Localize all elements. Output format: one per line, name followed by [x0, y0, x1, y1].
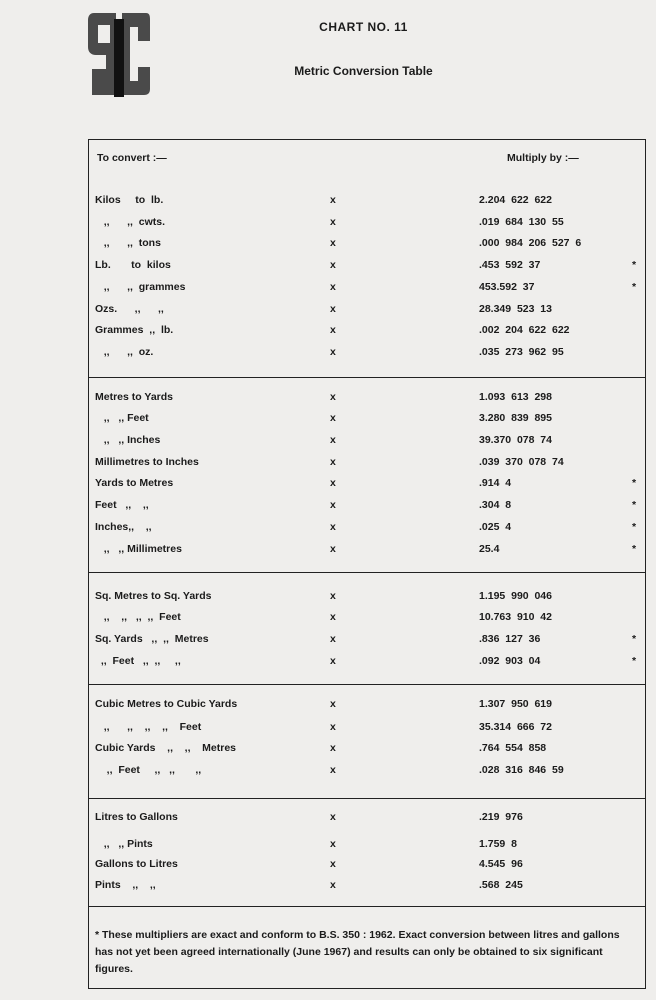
row-value: .019 684 130 55 [479, 216, 564, 228]
row-label: ,, Feet ,, ,, ,, [95, 655, 181, 667]
table-row [89, 497, 645, 513]
exact-marker: * [632, 521, 637, 533]
multiply-sign: x [330, 346, 336, 358]
multiply-sign: x [330, 879, 336, 891]
table-row [89, 257, 645, 273]
multiply-sign: x [330, 499, 336, 511]
multiply-sign: x [330, 194, 336, 206]
row-value: .764 554 858 [479, 742, 547, 754]
row-value: 28.349 523 13 [479, 303, 552, 315]
row-value: 39.370 078 74 [479, 434, 552, 446]
table-row [89, 322, 645, 338]
table-row [89, 877, 645, 893]
table-row [89, 609, 645, 625]
row-label: Sq. Yards ,, ,, Metres [95, 633, 209, 645]
multiply-sign: x [330, 281, 336, 293]
exact-marker: * [632, 477, 637, 489]
row-value: .453 592 37 [479, 259, 541, 271]
row-label: Ozs. ,, ,, [95, 303, 164, 315]
exact-marker: * [632, 281, 637, 293]
multiply-sign: x [330, 655, 336, 667]
multiply-sign: x [330, 477, 336, 489]
table-row [89, 519, 645, 535]
row-label: Litres to Gallons [95, 811, 178, 823]
row-value: .025 4 [479, 521, 512, 533]
row-value: 2.204 622 622 [479, 194, 552, 206]
row-label: ,, ,, Millimetres [95, 543, 182, 555]
table-row [89, 588, 645, 604]
row-label: Yards to Metres [95, 477, 174, 489]
row-label: Lb. to kilos [95, 259, 171, 271]
row-value: 453.592 37 [479, 281, 535, 293]
table-header-row [89, 150, 645, 166]
multiply-sign: x [330, 633, 336, 645]
row-label: ,, ,, oz. [95, 346, 154, 358]
multiply-sign: x [330, 590, 336, 602]
multiply-sign: x [330, 216, 336, 228]
multiply-sign: x [330, 838, 336, 850]
footnote: * These multipliers are exact and conform to B.S. 350 : 1962. Exact conversion between litres and gallons has not yet been agreed internationally (June 1967) and results can only be obtained to six significant figures. [95, 929, 620, 975]
table-row [89, 344, 645, 360]
row-label: Cubic Yards ,, ,, Metres [95, 742, 237, 754]
multiply-sign: x [330, 721, 336, 733]
row-value: .000 984 206 527 6 [479, 237, 582, 249]
row-label: Metres to Yards [95, 391, 174, 403]
table-row [89, 762, 645, 778]
table-row [89, 856, 645, 872]
table-row [89, 235, 645, 251]
row-label: Millimetres to Inches [95, 456, 199, 468]
multiply-sign: x [330, 259, 336, 271]
row-value: .002 204 622 622 [479, 324, 570, 336]
table-row [89, 301, 645, 317]
row-value: 1.759 8 [479, 838, 517, 850]
table-row [89, 389, 645, 405]
row-value: 1.093 613 298 [479, 391, 552, 403]
table-row [89, 631, 645, 647]
multiply-sign: x [330, 303, 336, 315]
row-value: .219 976 [479, 811, 523, 823]
exact-marker: * [632, 543, 637, 555]
multiply-sign: x [330, 698, 336, 710]
multiply-sign: x [330, 521, 336, 533]
table-row [89, 279, 645, 295]
row-value: .092 903 04 [479, 655, 541, 667]
section-mass [89, 140, 645, 378]
row-label: Grammes ,, lb. [95, 324, 174, 336]
row-value: 10.763 910 42 [479, 611, 552, 623]
exact-marker: * [632, 633, 637, 645]
exact-marker: * [632, 499, 637, 511]
row-label: Gallons to Litres [95, 858, 178, 870]
row-value: 25.4 [479, 543, 500, 555]
table-row [89, 719, 645, 735]
row-label: ,, ,, cwts. [95, 216, 166, 228]
row-label: ,, Feet ,, ,, ,, [95, 764, 202, 776]
table-row [89, 653, 645, 669]
multiply-sign: x [330, 434, 336, 446]
table-row [89, 541, 645, 557]
table-row [89, 432, 645, 448]
exact-marker: * [632, 259, 637, 271]
row-label: ,, ,, Inches [95, 434, 161, 446]
multiply-sign: x [330, 811, 336, 823]
multiply-sign: x [330, 543, 336, 555]
table-row [89, 192, 645, 208]
row-label: ,, ,, tons [95, 237, 161, 249]
table-row [89, 214, 645, 230]
row-label: Cubic Metres to Cubic Yards [95, 698, 238, 710]
multiply-sign: x [330, 391, 336, 403]
table-row [89, 696, 645, 712]
row-value: .914 4 [479, 477, 512, 489]
multiply-sign: x [330, 742, 336, 754]
row-value: .304 8 [479, 499, 512, 511]
section-volume [89, 685, 645, 799]
row-value: 4.545 96 [479, 858, 523, 870]
multiply-sign: x [330, 412, 336, 424]
section-length [89, 378, 645, 573]
table-row [89, 454, 645, 470]
table-row [89, 410, 645, 426]
row-value: .039 370 078 74 [479, 456, 564, 468]
row-label: Sq. Metres to Sq. Yards [95, 590, 212, 602]
conversion-table [88, 139, 646, 989]
row-value: .836 127 36 [479, 633, 541, 645]
multiply-sign: x [330, 456, 336, 468]
row-label: Feet ,, ,, [95, 499, 149, 511]
table-row [89, 836, 645, 852]
header-multiply-by: Multiply by :— [507, 152, 579, 164]
multiply-sign: x [330, 324, 336, 336]
table-row [89, 809, 645, 825]
row-value: 3.280 839 895 [479, 412, 552, 424]
multiply-sign: x [330, 611, 336, 623]
table-title: Metric Conversion Table [294, 64, 433, 78]
row-label: ,, ,, Pints [95, 838, 153, 850]
row-value: 35.314 666 72 [479, 721, 552, 733]
row-value: .035 273 962 95 [479, 346, 564, 358]
multiply-sign: x [330, 237, 336, 249]
row-value: 1.195 990 046 [479, 590, 552, 602]
chart-number-title: CHART NO. 11 [319, 20, 408, 34]
row-label: Kilos to lb. [95, 194, 164, 206]
row-value: .028 316 846 59 [479, 764, 564, 776]
table-row [89, 475, 645, 491]
section-area [89, 573, 645, 685]
row-label: Inches,, ,, [95, 521, 152, 533]
section-footnote [89, 907, 645, 989]
header-to-convert: To convert :— [97, 152, 167, 164]
row-value: .568 245 [479, 879, 523, 891]
row-label: ,, ,, ,, ,, Feet [95, 721, 202, 733]
row-label: Pints ,, ,, [95, 879, 156, 891]
table-row [89, 740, 645, 756]
row-label: ,, ,, ,, ,, Feet [95, 611, 181, 623]
section-liquid [89, 799, 645, 907]
multiply-sign: x [330, 858, 336, 870]
exact-marker: * [632, 655, 637, 667]
row-label: ,, ,, Feet [95, 412, 149, 424]
row-label: ,, ,, grammes [95, 281, 186, 293]
multiply-sign: x [330, 764, 336, 776]
row-value: 1.307 950 619 [479, 698, 552, 710]
